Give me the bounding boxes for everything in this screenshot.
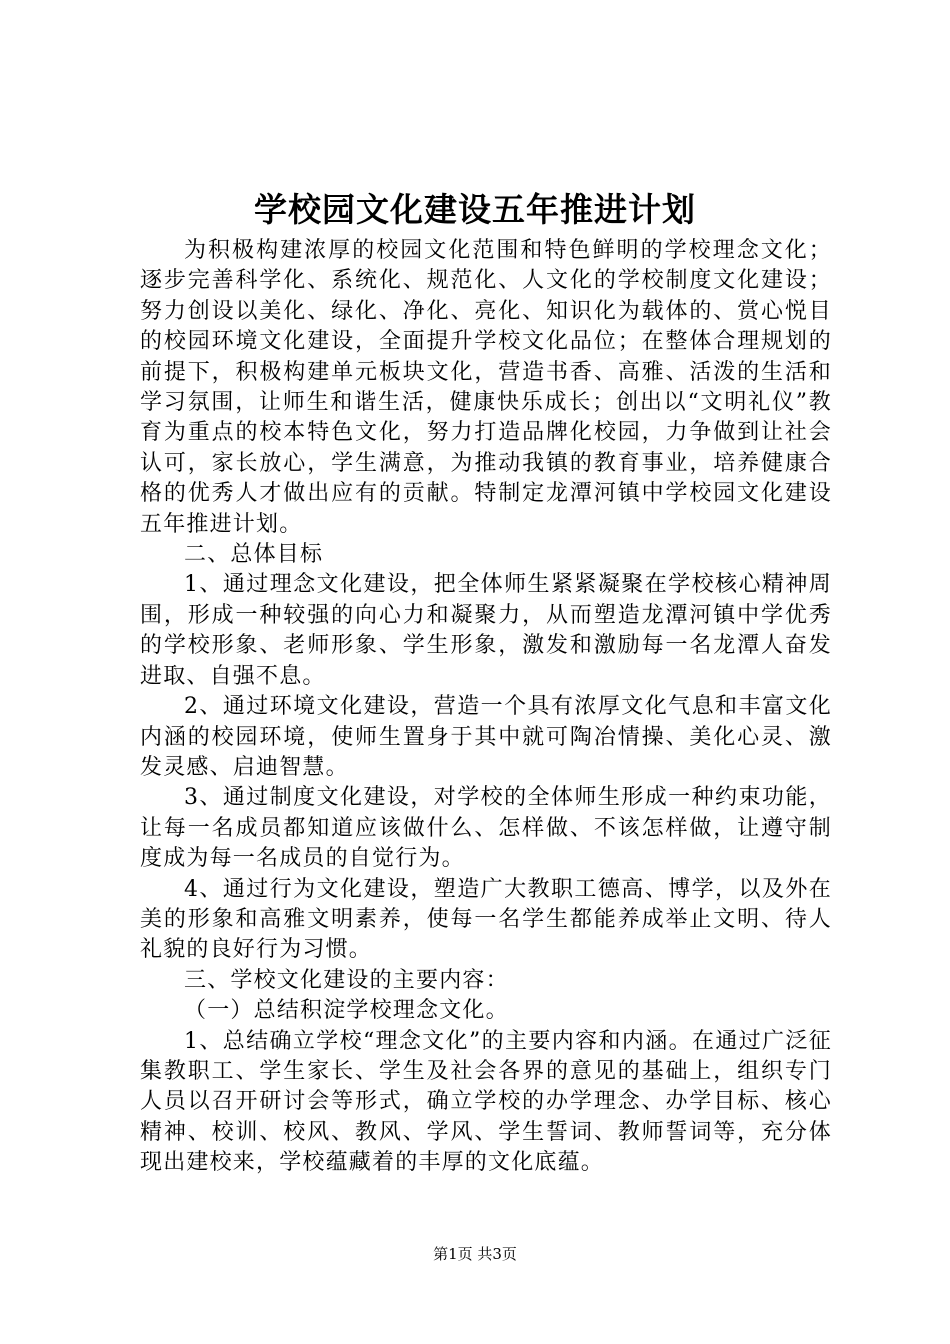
content-paragraph-1: 1、总结确立学校“理念文化”的主要内容和内涵。在通过广泛征集教职工、学生家长、学生及社会各界的意见的基础上，组织专门人员以召开研讨会等形式，确立学校的办学理念、办学目标、核心精神、校训、校风、教风、学风、学生誓词、教师誓词等，充分体现出建校来，学校蕴藏着的丰厚的文化底蕴。: [140, 1028, 832, 1176]
subsection-heading-concept-culture: （一）总结积淀学校理念文化。: [184, 998, 509, 1024]
goal-paragraph-3: 3、通过制度文化建设，对学校的全体师生形成一种约束功能，让每一名成员都知道应该做什么、怎样做、不该怎样做，让遵守制度成为每一名成员的自觉行为。: [140, 785, 832, 872]
section-heading-overall-goals: 二、总体目标: [184, 542, 324, 568]
goal-paragraph-1: 1、通过理念文化建设，把全体师生紧紧凝聚在学校核心精神周围，形成一种较强的向心力和凝聚力，从而塑造龙潭河镇中学优秀的学校形象、老师形象、学生形象，激发和激励每一名龙潭人奋发进取、自强不息。: [140, 572, 832, 689]
document-title: 学校园文化建设五年推进计划: [254, 190, 696, 229]
goal-paragraph-2: 2、通过环境文化建设，营造一个具有浓厚文化气息和丰富文化内涵的校园环境，使师生置身于其中就可陶冶情操、美化心灵、激发灵感、启迪智慧。: [140, 694, 832, 780]
page-number-footer: 第1页 共3页: [433, 1245, 517, 1263]
document-body: [140, 236, 832, 1179]
intro-paragraph: 为积极构建浓厚的校园文化范围和特色鲜明的学校理念文化；逐步完善科学化、系统化、规范化、人文化的学校制度文化建设；努力创设以美化、绿化、净化、亮化、知识化为载体的、赏心悦目的校园环境文化建设，全面提升学校文化品位；在整体合理规划的前提下，积极构建单元板块文化，营造书香、高雅、活泼的生活和学习氛围，让师生和谐生活，健康快乐成长；创出以“文明礼仪”教育为重点的校本特色文化，努力打造品牌化校园，力争做到让社会认可，家长放心，学生满意，为推动我镇的教育事业，培养健康合格的优秀人才做出应有的贡献。特制定龙潭河镇中学校园文化建设五年推进计划。: [140, 238, 832, 537]
goal-paragraph-4: 4、通过行为文化建设，塑造广大教职工德高、博学，以及外在美的形象和高雅文明素养，使每一名学生都能养成举止文明、待人礼貌的良好行为习惯。: [140, 876, 832, 963]
section-heading-main-content: 三、学校文化建设的主要内容：: [184, 967, 509, 993]
